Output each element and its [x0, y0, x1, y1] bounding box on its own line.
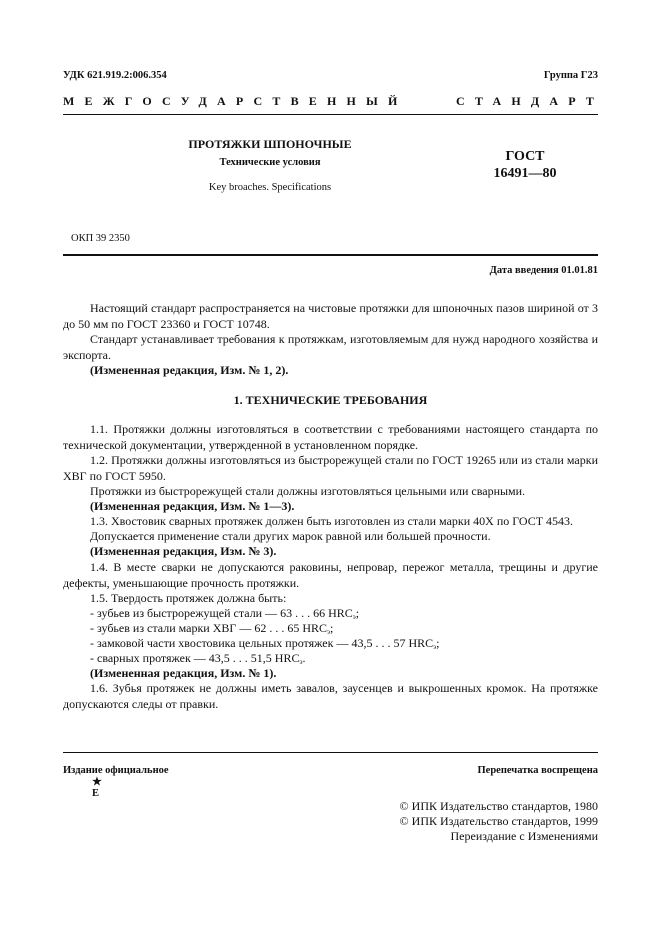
star-mark: ★ — [92, 776, 102, 788]
clause-1-3-alt: Допускается применение стали других марок равной или большей прочности. — [90, 529, 491, 543]
clause-1-4: 1.4. В месте сварки не допускаются раковины, непровар, пережог металла, трещины и другие дефекты, уменьшающие прочность протяжки. — [63, 560, 598, 590]
header-rule — [63, 114, 598, 115]
intro-paragraph-2: Стандарт устанавливает требования к протяжкам, изготовляемым для нужд народного хозяйства и экспорта. — [63, 332, 598, 362]
reprint-prohibited: Перепечатка воспрещена — [477, 765, 598, 776]
copyright-1980: © ИПК Издательство стандартов, 1980 — [399, 799, 598, 813]
hardness-shank: - замковой части хвостовика цельных протяжек — 43,5 . . . 57 $HRC_э$; — [90, 636, 440, 651]
introduction-date: Дата введения 01.01.81 — [489, 265, 598, 276]
clause-1-2: 1.2. Протяжки должны изготовляться из быстрорежущей стали по ГОСТ 19265 или из стали марки ХВГ по ГОСТ 5950. — [63, 453, 598, 483]
okp-code: ОКП 39 2350 — [71, 233, 130, 244]
gost-label: ГОСТ — [505, 149, 545, 164]
clause-1-2-welded: Протяжки из быстрорежущей стали должны изготовляться цельными или сварными. — [90, 484, 526, 498]
banner-interstate: МЕЖГОСУДАРСТВЕННЫЙ — [63, 94, 408, 108]
hardness-hvg: - зубьев из стали марки ХВГ — 62 . . . 65 $HRC_э$; — [90, 621, 334, 636]
intro-paragraph-1: Настоящий стандарт распространяется на чистовые протяжки для шпоночных пазов шириной от 3 до 50 мм по ГОСТ 23360 и ГОСТ 10748. — [63, 301, 598, 331]
gost-number: 16491—80 — [493, 166, 557, 181]
clause-1-1: 1.1. Протяжки должны изготовляться в соответствии с требованиями настоящего стандарта по технической документации, утвержденной в установленном порядке. — [63, 422, 598, 452]
clause-1-3: 1.3. Хвостовик сварных протяжек должен быть изготовлен из стали марки 40Х по ГОСТ 4543. — [90, 514, 574, 528]
english-title: Key broaches. Specifications — [208, 182, 332, 193]
hardness-welded: - сварных протяжек — 43,5 . . . 51,5 $HRC_э$. — [90, 651, 306, 666]
reissue-note: Переиздание с Изменениями — [450, 829, 598, 843]
clause-1-6: 1.6. Зубья протяжек не должны иметь завалов, заусенцев и выкрошенных кромок. На протяжке допускаются следы от правки. — [63, 681, 598, 711]
document-title: ПРОТЯЖКИ ШПОНОЧНЫЕ — [188, 137, 352, 151]
banner-standard: СТАНДАРТ — [456, 94, 605, 108]
document-subtitle: Технические условия — [219, 157, 321, 168]
group-code: Группа Г23 — [543, 70, 598, 81]
edit-note-3: (Измененная редакция, Изм. № 1). — [90, 666, 277, 680]
edit-note-1: (Измененная редакция, Изм. № 1—3). — [90, 499, 295, 513]
udk-code: УДК 621.919.2:006.354 — [63, 70, 167, 81]
edit-note-2: (Измененная редакция, Изм. № 3). — [90, 544, 277, 558]
official-edition: Издание официальное — [63, 765, 169, 776]
copyright-1999: © ИПК Издательство стандартов, 1999 — [399, 814, 598, 828]
hardness-hss: - зубьев из быстрорежущей стали — 63 . . . 66 $HRC_э$; — [90, 606, 360, 621]
edition-letter: Е — [92, 788, 100, 799]
section-title: 1. ТЕХНИЧЕСКИЕ ТРЕБОВАНИЯ — [233, 393, 428, 407]
footer-rule — [63, 752, 598, 753]
title-rule — [63, 254, 598, 256]
clause-1-5: 1.5. Твердость протяжек должна быть: — [90, 591, 287, 605]
intro-edit-note: (Измененная редакция, Изм. № 1, 2). — [90, 363, 289, 377]
